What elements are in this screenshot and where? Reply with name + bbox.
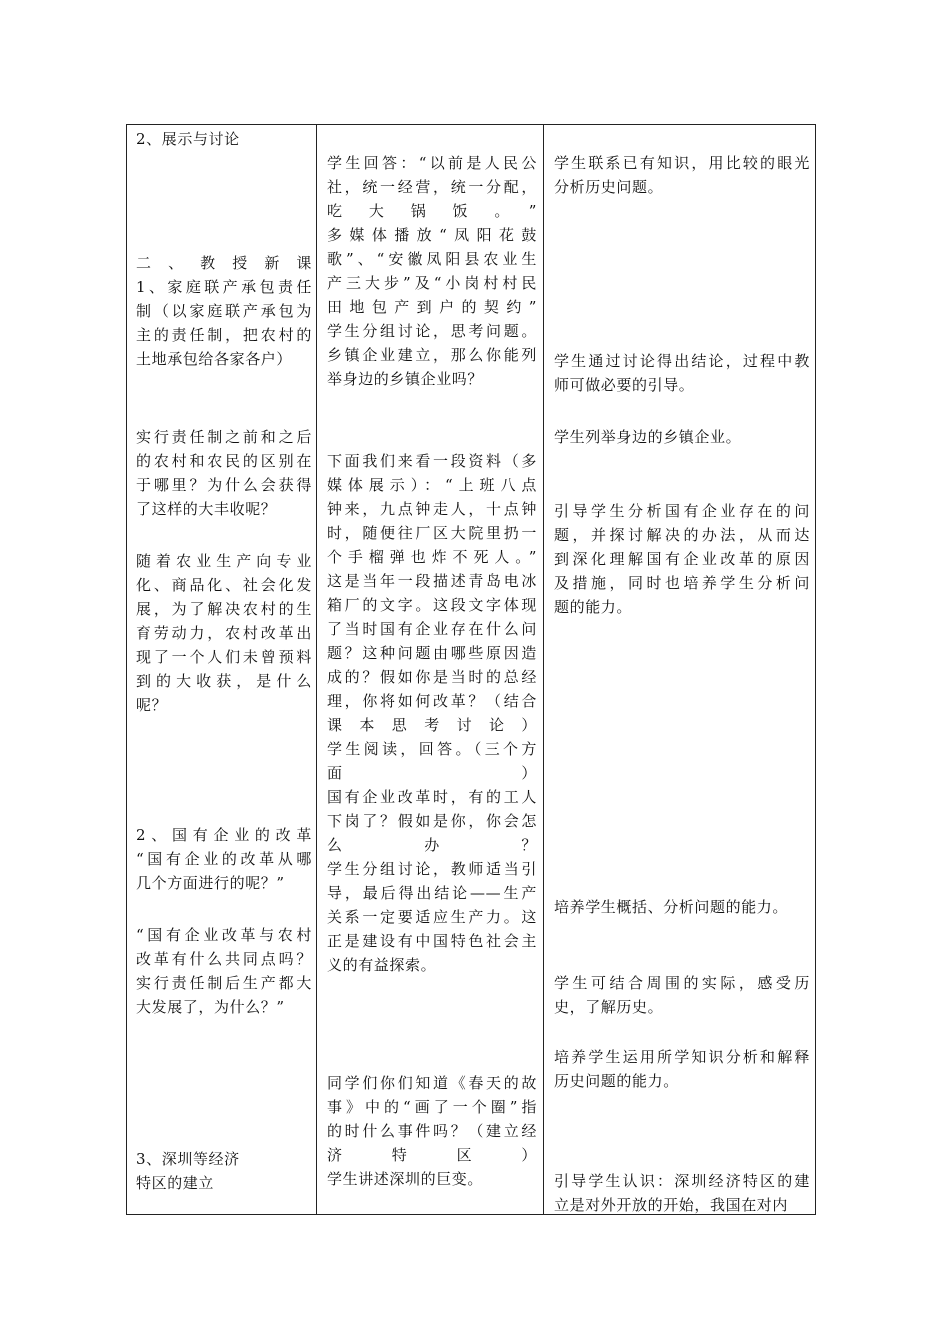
text-line: 土地承包给各家各户）	[136, 350, 293, 368]
text-line: 个手榴弹也炸不死人。”	[327, 548, 537, 566]
text-block	[554, 425, 810, 449]
lesson-plan-table	[126, 124, 816, 1215]
text-line: 学生讲述深圳的巨变。	[327, 1170, 484, 1188]
text-line: 及措施，同时也培养学生分析问	[554, 574, 810, 592]
text-line: 产三大步”及“小岗村村民	[327, 274, 537, 292]
text-line: 2、展示与讨论	[136, 130, 240, 148]
text-line: 事》中的“画了一个圈”指	[327, 1098, 537, 1116]
text-line: 3、深圳等经济	[136, 1150, 240, 1168]
text-line: 培养学生运用所学知识分析和解释	[554, 1048, 810, 1066]
text-line: 大发展了，为什么？”	[136, 998, 285, 1016]
text-block	[327, 449, 537, 977]
text-line: 吃大锅饭。”	[327, 202, 537, 220]
text-line: 题？这种问题由哪些原因造	[327, 644, 537, 662]
text-line: 学生阅读，回答。（三个方	[327, 740, 537, 758]
text-block	[554, 971, 810, 1019]
text-line: 举身边的乡镇企业吗？	[327, 370, 484, 388]
text-line: 国有企业改革时，有的工人	[327, 788, 537, 806]
text-line: 学生分组讨论，思考问题。	[327, 322, 537, 340]
text-line: “国有企业改革与农村	[136, 926, 312, 944]
text-line: 育劳动力，农村改革出	[136, 624, 312, 642]
text-line: 关系一定要适应生产力。这	[327, 908, 537, 926]
text-line: 师可做必要的引导。	[554, 376, 695, 394]
text-block	[327, 151, 537, 391]
text-line: 社，统一经营，统一分配，	[327, 178, 537, 196]
text-line: 下面我们来看一段资料（多	[327, 452, 537, 470]
text-line: 引导学生认识：深圳经济特区的建	[554, 1172, 810, 1190]
text-line: 下岗了？假如是你，你会怎	[327, 812, 537, 830]
text-line: 的时什么事件吗？（建立经	[327, 1122, 537, 1140]
text-line: 改革有什么共同点吗？	[136, 950, 312, 968]
text-line: 学生分组讨论，教师适当引	[327, 860, 537, 878]
text-block	[136, 923, 312, 1019]
text-line: 制（以家庭联产承包为	[136, 302, 312, 320]
text-line: 学生联系已有知识，用比较的眼光	[554, 154, 810, 172]
text-line: 媒体展示）：“上班八点	[327, 476, 537, 494]
text-line: “国有企业的改革从哪	[136, 850, 312, 868]
text-line: 钟来，九点钟走人，十点钟	[327, 500, 537, 518]
text-block	[136, 1147, 312, 1195]
text-line: 时，随便往厂区大院里扔一	[327, 524, 537, 542]
activity-column	[317, 125, 543, 1214]
text-line: 随着农业生产向专业	[136, 552, 312, 570]
text-block	[554, 499, 810, 619]
text-line: 导，最后得出结论——生产	[327, 884, 537, 902]
content-column	[127, 125, 316, 1214]
text-line: 1、家庭联产承包责任	[136, 278, 312, 296]
text-line: 田地包产到户的契约”	[327, 298, 537, 316]
text-line: 正是建设有中国特色社会主	[327, 932, 537, 950]
text-line: 二、教授新课	[136, 254, 312, 272]
text-block	[327, 1071, 537, 1191]
text-block	[136, 425, 312, 521]
text-line: 实行责任制之前和之后	[136, 428, 312, 446]
text-line: 济特区）	[327, 1146, 537, 1164]
text-line: 实行责任制后生产都大	[136, 974, 312, 992]
text-line: 同学们你们知道《春天的故	[327, 1074, 537, 1092]
text-line: 几个方面进行的呢？”	[136, 874, 285, 892]
text-block	[136, 823, 312, 895]
intent-column	[544, 125, 816, 1214]
text-line: 歌”、“安徽凤阳县农业生	[327, 250, 537, 268]
text-line: 分析历史问题。	[554, 178, 664, 196]
text-line: 箱厂的文字。这段文字体现	[327, 596, 537, 614]
text-line: 多媒体播放“凤阳花鼓	[327, 226, 537, 244]
text-line: 学生回答：“以前是人民公	[327, 154, 537, 172]
text-line: 题，并探讨解决的办法，从而达	[554, 526, 810, 544]
text-line: 学生列举身边的乡镇企业。	[554, 428, 742, 446]
text-block	[554, 151, 810, 199]
text-line: 课本思考讨论）	[327, 716, 537, 734]
text-line: 学生可结合周围的实际，感受历	[554, 974, 810, 992]
text-block	[554, 349, 810, 397]
text-line: 乡镇企业建立，那么你能列	[327, 346, 537, 364]
text-line: 现了一个人们未曾预料	[136, 648, 312, 666]
text-line: 成的？假如你是当时的总经	[327, 668, 537, 686]
text-line: 呢？	[136, 696, 168, 714]
text-block	[554, 895, 810, 919]
text-line: 引导学生分析国有企业存在的问	[554, 502, 810, 520]
text-line: 了当时国有企业存在什么问	[327, 620, 537, 638]
text-line: 这是当年一段描述青岛电冰	[327, 572, 537, 590]
text-line: 于哪里？为什么会获得	[136, 476, 312, 494]
text-block	[554, 1045, 810, 1093]
text-line: 史，了解历史。	[554, 998, 664, 1016]
text-line: 义的有益探索。	[327, 956, 437, 974]
text-line: 历史问题的能力。	[554, 1072, 679, 1090]
text-line: 么办？	[327, 836, 537, 854]
text-line: 立是对外开放的开始，我国在对内	[554, 1196, 789, 1214]
text-line: 题的能力。	[554, 598, 633, 616]
text-line: 的农村和农民的区别在	[136, 452, 312, 470]
text-line: 2、国有企业的改革	[136, 826, 312, 844]
text-line: 展，为了解决农村的生	[136, 600, 312, 618]
text-line: 特区的建立	[136, 1174, 215, 1192]
text-line: 化、商品化、社会化发	[136, 576, 312, 594]
text-line: 到深化理解国有企业改革的原因	[554, 550, 810, 568]
text-line: 面）	[327, 764, 537, 782]
text-line: 了这样的大丰收呢？	[136, 500, 277, 518]
text-line: 培养学生概括、分析问题的能力。	[554, 898, 789, 916]
text-block	[136, 127, 312, 151]
text-line: 理，你将如何改革？（结合	[327, 692, 537, 710]
text-block	[554, 1169, 810, 1217]
text-line: 学生通过讨论得出结论，过程中教	[554, 352, 810, 370]
text-line: 主的责任制，把农村的	[136, 326, 312, 344]
text-line: 到的大收获，是什么	[136, 672, 312, 690]
text-block	[136, 549, 312, 717]
text-block	[136, 251, 312, 371]
